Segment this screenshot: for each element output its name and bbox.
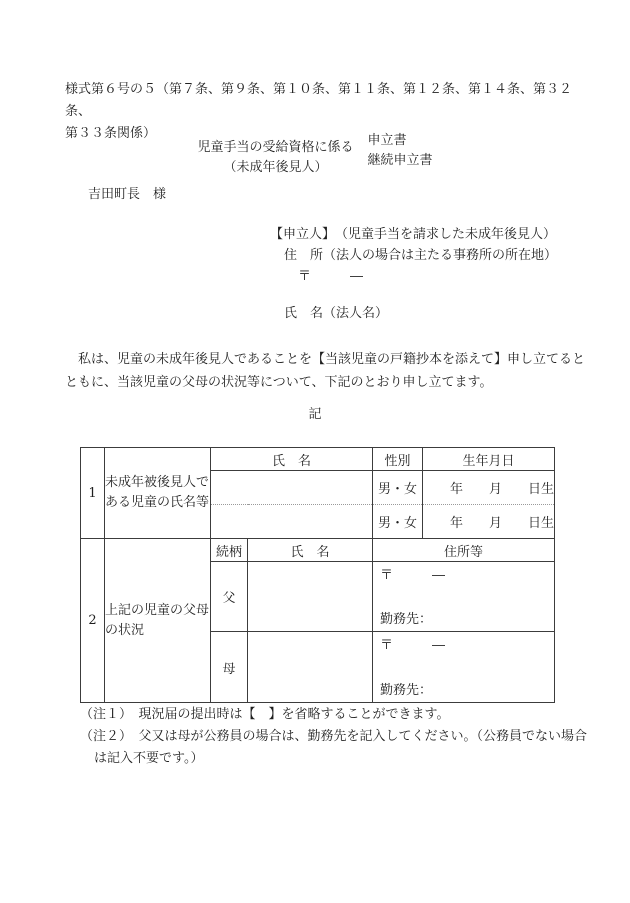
row2-relation-header: 続柄 — [211, 539, 248, 562]
father-name-field — [248, 562, 373, 632]
child2-birth-field: 年 月 日生 — [423, 505, 555, 539]
child1-sex-value: 男・女 — [373, 471, 423, 505]
applicant-address-label: 住 所（法人の場合は主たる事務所の所在地） — [284, 248, 558, 263]
child2-name-field — [211, 505, 373, 539]
title-main-line-2: （未成年後見人） — [223, 160, 328, 175]
main-table — [80, 447, 555, 703]
statement-line-1: 私は、児童の未成年後見人であることを【当該児童の戸籍抄本を添えて】申し立てると — [65, 352, 586, 367]
row1-number: 1 — [81, 448, 105, 539]
notes-section — [80, 704, 610, 770]
child1-birth-field: 年 月 日生 — [423, 471, 555, 505]
ki-heading: 記 — [308, 407, 322, 422]
row2-label-line-1: 上記の児童の父母 — [105, 602, 210, 618]
title-type-line-1: 申立書 — [367, 133, 407, 148]
row2-label — [105, 539, 211, 703]
father-workplace-label: 勤務先： — [380, 612, 433, 627]
title-type — [368, 131, 433, 171]
statement-paragraph — [65, 348, 585, 394]
form-number-line-1: 様式第６号の５（第７条、第９条、第１０条、第１１条、第１２条、第１４条、第３２条、 — [65, 82, 573, 119]
mother-postal-mark: 〒 ― — [380, 638, 446, 653]
mother-name-field — [248, 632, 373, 703]
mother-workplace-label: 勤務先： — [380, 683, 433, 698]
title-main — [197, 138, 353, 178]
statement-line-2: ともに、当該児童の父母の状況等について、下記のとおり申し立てます。 — [65, 375, 493, 390]
row2-name-header: 氏 名 — [248, 539, 373, 562]
row1-name-header: 氏 名 — [211, 448, 373, 471]
row1-birth-header: 生年月日 — [423, 448, 555, 471]
note-1: （注１） 現況届の提出時は【 】を省略することができます。 — [80, 707, 450, 722]
title-type-line-2: 継続申立書 — [367, 153, 433, 168]
row1-sex-header: 性別 — [373, 448, 423, 471]
row1-label-line-2: ある児童の氏名等 — [105, 495, 210, 510]
applicant-section — [270, 224, 557, 324]
form-number-line-2: 第３３条関係） — [65, 126, 157, 141]
main-table-container — [80, 447, 555, 703]
row1-label-line-1: 未成年被後見人で — [105, 475, 210, 490]
row2-address-header: 住所等 — [373, 539, 555, 562]
father-postal-mark: 〒 ― — [380, 568, 446, 583]
form-number — [65, 79, 585, 145]
mother-address-field — [373, 632, 555, 703]
father-relation-value: 父 — [211, 562, 248, 632]
applicant-name-label: 氏 名（法人名） — [284, 306, 389, 321]
row1-label — [105, 448, 211, 539]
addressee: 吉田町長 様 — [88, 187, 167, 202]
mother-relation-value: 母 — [211, 632, 248, 703]
child1-name-field — [211, 471, 373, 505]
row2-label-line-2: の状況 — [105, 622, 145, 638]
row2-number: 2 — [81, 539, 105, 703]
child2-sex-value: 男・女 — [373, 505, 423, 539]
applicant-heading: 【申立人】 （児童手当を請求した未成年後見人） — [270, 227, 557, 242]
note-2-line-2: は記入不要です。） — [94, 751, 204, 766]
father-address-field — [373, 562, 555, 632]
note-2-line-1: （注２） 父又は母が公務員の場合は、勤務先を記入してください。（公務員でない場合 — [80, 729, 588, 744]
title-main-line-1: 児童手当の受給資格に係る — [197, 140, 354, 155]
applicant-postal-field: 〒 ― — [298, 269, 364, 284]
